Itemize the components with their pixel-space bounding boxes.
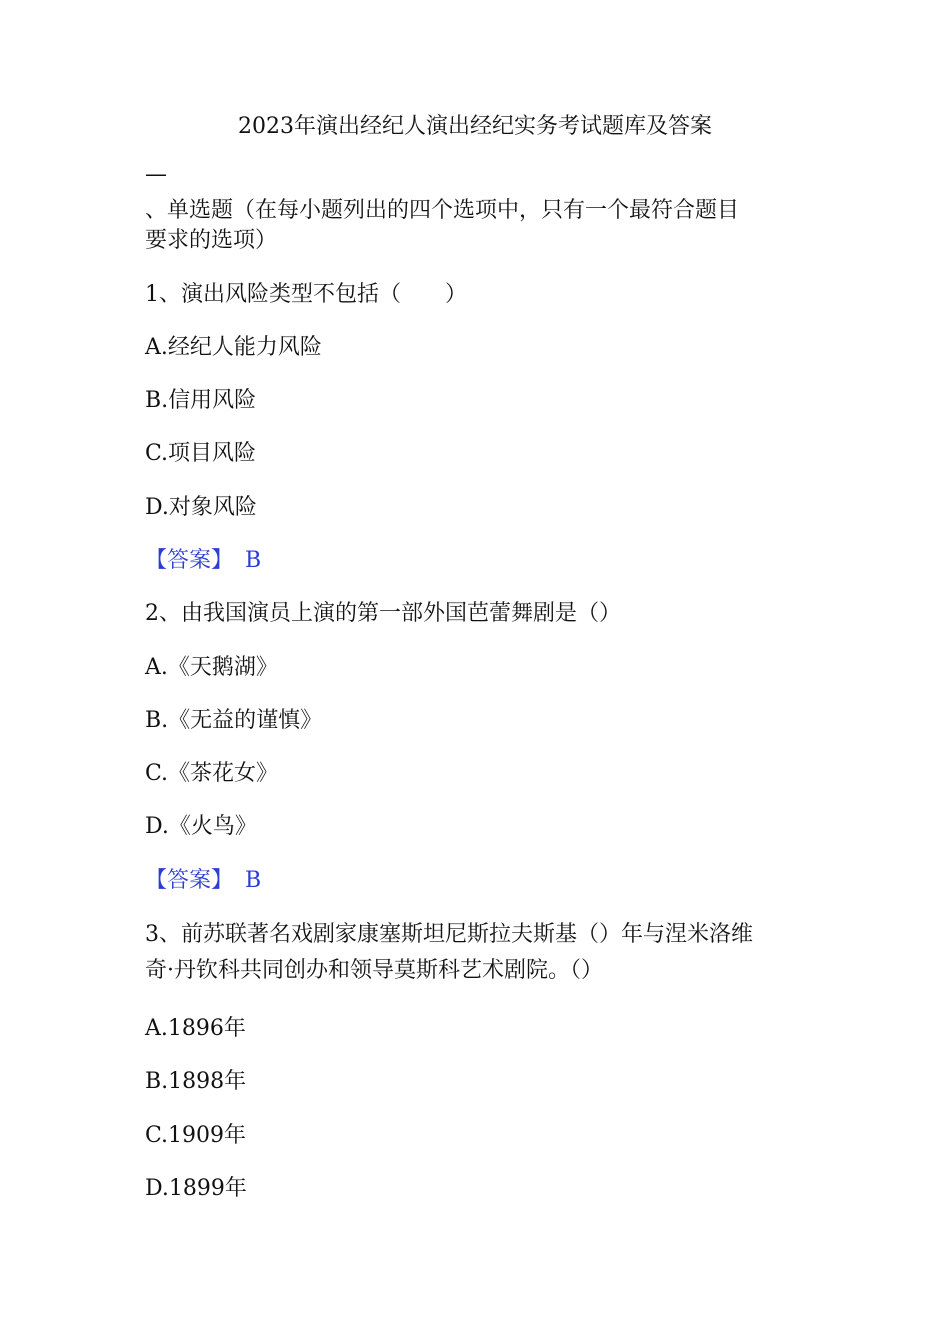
question-3-option-a: A.1896年 — [145, 1016, 246, 1041]
question-2-stem: 2、由我国演员上演的第一部外国芭蕾舞剧是（） — [145, 601, 621, 626]
question-3-option-c: C.1909年 — [145, 1123, 247, 1148]
question-2-option-d: D.《火鸟》 — [145, 814, 257, 839]
answer-label: 【答案】 — [145, 868, 234, 893]
section-number-dash: — — [145, 162, 167, 187]
question-3-option-d: D.1899年 — [145, 1176, 247, 1201]
question-3-stem-line-2: 奇·丹钦科共同创办和领导莫斯科艺术剧院。（） — [145, 958, 603, 983]
question-1-option-b: B.信用风险 — [145, 388, 257, 413]
section-heading-line-2: 要求的选项） — [145, 228, 278, 253]
question-1-option-d: D.对象风险 — [145, 495, 257, 520]
question-1-option-a: A.经纪人能力风险 — [145, 335, 322, 360]
question-2-option-b: B.《无益的谨慎》 — [145, 708, 323, 733]
section-heading-line-1: 、单选题（在每小题列出的四个选项中，只有一个最符合题目 — [145, 198, 740, 223]
question-1-answer — [145, 546, 261, 576]
question-3-stem-line-1: 3、前苏联著名戏剧家康塞斯坦尼斯拉夫斯基（）年与涅米洛维 — [145, 922, 753, 947]
question-3-option-b: B.1898年 — [145, 1069, 247, 1094]
question-2-option-c: C.《茶花女》 — [145, 761, 279, 786]
answer-value: B — [245, 868, 262, 893]
question-2-option-a: A.《天鹅湖》 — [145, 655, 278, 680]
question-2-answer — [145, 866, 261, 896]
question-1-option-c: C.项目风险 — [145, 441, 257, 466]
answer-value: B — [245, 548, 262, 573]
question-1-stem: 1、演出风险类型不包括（ ） — [145, 282, 467, 307]
document-title: 2023年演出经纪人演出经纪实务考试题库及答案 — [238, 114, 712, 139]
answer-label: 【答案】 — [145, 548, 234, 573]
